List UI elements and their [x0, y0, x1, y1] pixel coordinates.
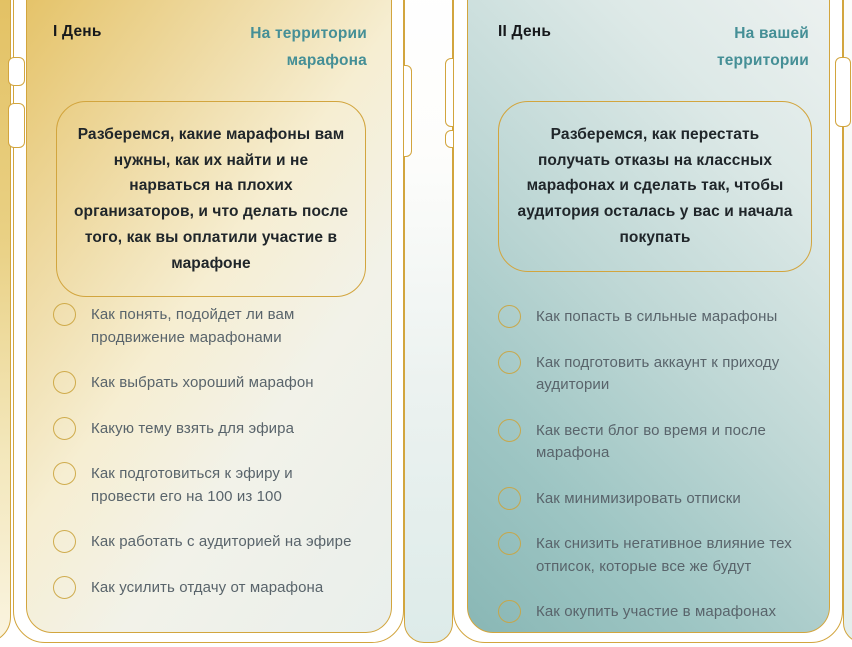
checkbox-circle-icon [53, 530, 76, 553]
list-item: Как минимизировать отписки [498, 488, 798, 511]
list-item: Как снизить негативное влияние тех отписок, которые все же будут [498, 533, 798, 578]
checkbox-circle-icon [498, 487, 521, 510]
checkbox-circle-icon [53, 303, 76, 326]
card-day2-header [498, 21, 809, 74]
phone1-volume-down-button-icon [8, 103, 25, 148]
phone1-volume-up-button-icon [8, 57, 25, 86]
day2-topic-list [498, 306, 798, 624]
list-item: Как окупить участие в марафонах [498, 601, 798, 624]
checkbox-circle-icon [53, 576, 76, 599]
list-item: Как усилить отдачу от марафона [53, 577, 363, 600]
phone2-power-button-icon [835, 57, 851, 127]
day1-summary-box [56, 101, 366, 297]
day2-summary-text: Разберемся, как перестать получать отказы на классных марафонах и сделать так, чтобы аудитория осталась у вас и начала покупать [517, 126, 793, 246]
day1-location-title: На территории марафона [250, 25, 367, 69]
list-item: Как попасть в сильные марафоны [498, 306, 798, 329]
checkbox-circle-icon [498, 419, 521, 442]
checkbox-circle-icon [498, 532, 521, 555]
day1-label: I День [53, 23, 102, 40]
day2-summary-box [498, 101, 812, 272]
checkbox-circle-icon [498, 351, 521, 374]
day2-label: II День [498, 23, 552, 40]
list-item: Как работать с аудиторией на эфире [53, 531, 363, 554]
checkbox-circle-icon [53, 417, 76, 440]
list-item: Какую тему взять для эфира [53, 418, 363, 441]
day1-summary-text: Разберемся, какие марафоны вам нужны, как их найти и не нарваться на плохих организаторов, и что делать после того, как вы оплатили участие в марафоне [73, 126, 349, 272]
checkbox-circle-icon [498, 600, 521, 623]
card-day2 [467, 0, 830, 633]
card-day1-header [53, 21, 367, 74]
checkbox-circle-icon [53, 371, 76, 394]
list-item: Как подготовить аккаунт к приходу аудитории [498, 352, 798, 397]
day1-topic-list [53, 304, 363, 599]
list-item: Как выбрать хороший марафон [53, 372, 363, 395]
day2-location-title: На вашей территории [716, 25, 809, 69]
previous-card-edge [0, 0, 11, 643]
list-item: Как понять, подойдет ли вам продвижение марафонами [53, 304, 363, 349]
checkbox-circle-icon [53, 462, 76, 485]
list-item: Как подготовиться к эфиру и провести его на 100 из 100 [53, 463, 363, 508]
list-item: Как вести блог во время и после марафона [498, 420, 798, 465]
checkbox-circle-icon [498, 305, 521, 328]
card-day1 [26, 0, 392, 633]
